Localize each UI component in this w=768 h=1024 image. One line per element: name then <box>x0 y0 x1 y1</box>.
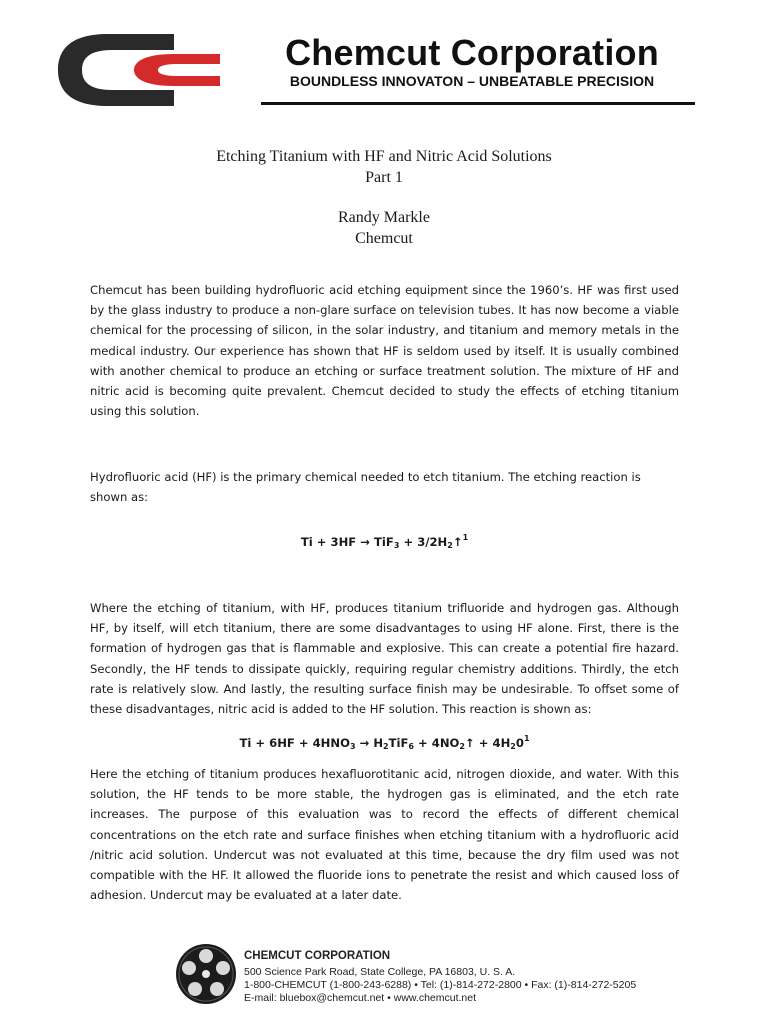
header-divider <box>261 102 695 105</box>
eq2-lhs-sub: 3 <box>349 742 356 751</box>
eq2-product1b-sub: 6 <box>408 742 414 751</box>
eq2-product2-sub: 2 <box>459 742 465 751</box>
eq1-product1: TiF <box>369 535 394 549</box>
eq1-product2-sub: 2 <box>447 541 453 550</box>
eq2-product1-sub: 2 <box>383 742 389 751</box>
company-name: Chemcut Corporation <box>285 32 659 73</box>
paragraph-hf: Hydrofluoric acid (HF) is the primary chemical needed to etch titanium. The etching reaction is shown as: <box>90 470 641 505</box>
footer-email-website: E-mail: bluebox@chemcut.net • www.chemcut.net <box>244 992 477 1004</box>
document-title: Etching Titanium with HF and Nitric Acid Solutions <box>216 148 552 165</box>
document-part: Part 1 <box>365 169 403 186</box>
eq2-gas-arrow: ↑ <box>465 736 475 750</box>
eq1-arrow: → <box>360 535 370 549</box>
footer-company-name: CHEMCUT CORPORATION <box>244 950 391 962</box>
eq2-product3b: 0 <box>515 736 524 750</box>
eq2-product3: + 4H <box>474 736 511 750</box>
eq2-arrow: → <box>355 736 374 750</box>
eq2-product1: H <box>373 736 384 750</box>
eq1-product2: + 3/2H <box>399 535 448 549</box>
author-name: Randy Markle <box>338 209 430 226</box>
eq2-reference: 1 <box>523 734 530 743</box>
paragraph-results: Here the etching of titanium produces hexafluorotitanic acid, nitrogen dioxide, and water. With this solution, the HF tends to be more stable, the hydrogen gas is eliminated, and the etch rate increases. The purpose of this evaluation was to record the effects of different chemical concentrations on the etch rate and surface finishes when etching titanium with a hydrofluoric acid /nitric acid solution. Undercut was not evaluated at this time, because the dry film used was not compatible with the HF. It allowed the fluoride ions to penetrate the resist and which caused loss of adhesion. Undercut may be evaluated at a later date. <box>90 767 679 903</box>
paragraph-intro: Chemcut has been building hydrofluoric acid etching equipment since the 1960’s. HF was first used by the glass industry to produce a non-glare surface on television tubes. It has now become a viable chemical for the processing of silicon, in the solar industry, and titanium and memory metals in the medical industry. Our experience has shown that HF is seldom used by itself. It is usually combined with another chemical to produce an etching or surface treatment solution. The mixture of HF and nitric acid is becoming quite prevalent. Chemcut decided to study the effects of etching titanium using this solution. <box>90 283 679 419</box>
company-tagline: BOUNDLESS INNOVATON – UNBEATABLE PRECISION <box>289 73 655 89</box>
eq1-gas-arrow: ↑ <box>452 535 463 549</box>
eq1-reference: 1 <box>462 533 469 542</box>
eq2-product3-sub: 2 <box>510 742 516 751</box>
eq1-product1-sub: 3 <box>393 541 400 550</box>
footer-phone-numbers: 1-800-CHEMCUT (1-800-243-6288) • Tel: (1)-814-272-2800 • Fax: (1)-814-272-5205 <box>244 979 637 991</box>
equation-hf-reaction <box>90 533 679 550</box>
chemcut-logo-icon <box>56 30 222 110</box>
eq2-product1b: TiF <box>388 736 409 750</box>
eq1-lhs: Ti + 3HF <box>300 535 361 549</box>
paragraph-disadvantages: Where the etching of titanium, with HF, produces titanium trifluoride and hydrogen gas. Although HF, by itself, will etch titanium, there are some disadvantages to using HF alone. First, there is the formation of hydrogen gas that is flammable and explosive. This can create a potential fire hazard. Secondly, the HF tends to dissipate quickly, requiring regular chemistry additions. Thirdly, the etch rate is relatively slow. And lastly, the resulting surface finish may be undesirable. To offset some of these disadvantages, nitric acid is added to the HF solution. This reaction is shown as: <box>90 601 679 717</box>
author-organization: Chemcut <box>355 230 413 247</box>
footer-address: 500 Science Park Road, State College, PA 16803, U. S. A. <box>244 966 516 978</box>
eq2-product2: + 4NO <box>414 736 460 750</box>
film-reel-icon <box>174 939 238 1009</box>
eq2-lhs: Ti + 6HF + 4HNO <box>239 736 350 750</box>
equation-hf-nitric-reaction <box>90 734 679 751</box>
